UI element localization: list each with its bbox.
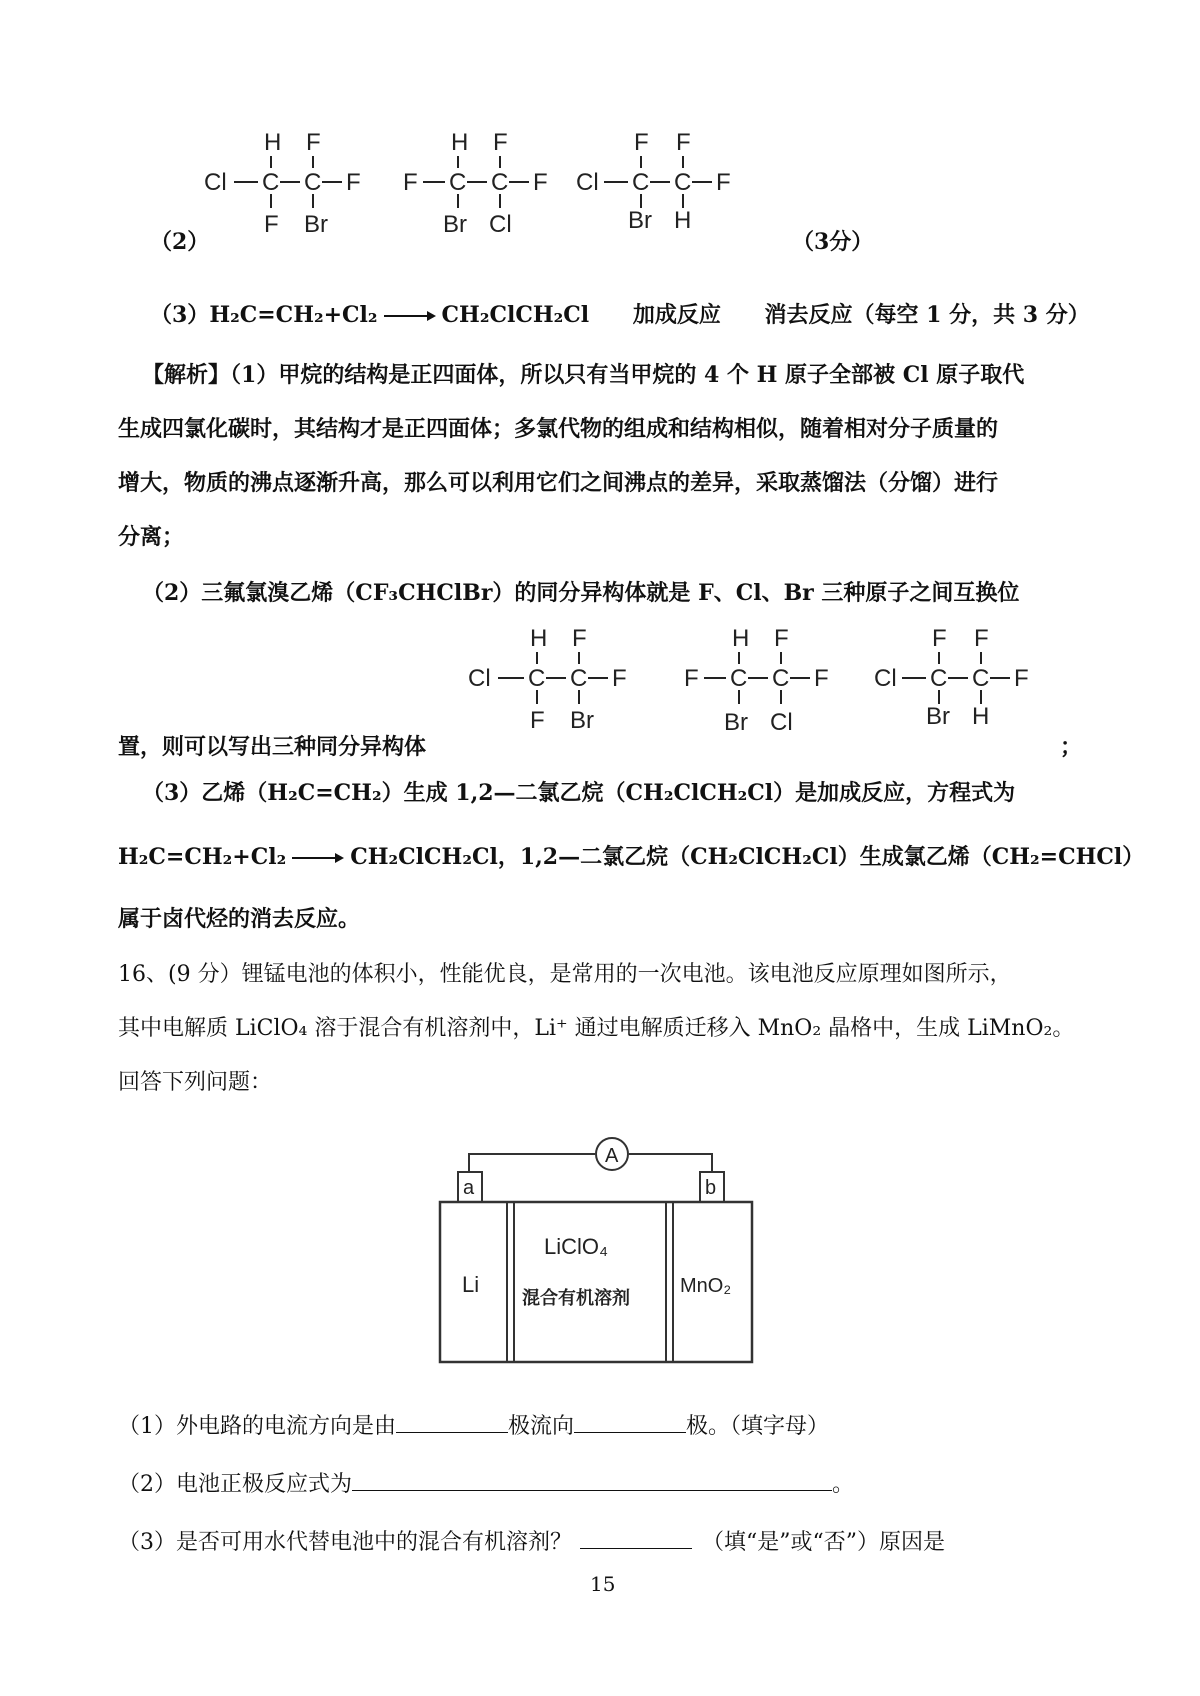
molecule-2 — [403, 129, 548, 238]
arrow-icon — [292, 853, 344, 863]
svg-text:F: F — [403, 169, 418, 196]
svg-text:F: F — [634, 129, 649, 156]
answer-molecules — [196, 128, 996, 248]
arrow-icon — [384, 311, 436, 321]
molecule-1 — [204, 129, 361, 238]
svg-text:F: F — [676, 129, 691, 156]
analysis-line-3: 增大，物质的沸点逐渐升高，那么可以利用它们之间沸点的差异，采取蒸馏法（分馏）进行 — [118, 470, 999, 496]
analysis-molecules — [462, 624, 1062, 748]
svg-text:F: F — [530, 707, 545, 734]
molecule-a3 — [874, 625, 1029, 730]
analysis-p2-line2: 置，则可以写出三种同分异构体 — [118, 734, 427, 760]
answer2-score: （3分） — [792, 229, 874, 255]
molecule-3 — [576, 129, 731, 234]
svg-text:C: C — [772, 665, 790, 692]
svg-text:Br: Br — [926, 703, 950, 730]
svg-text:F: F — [774, 625, 789, 652]
mol1-bot2: Br — [304, 211, 328, 238]
svg-text:Br: Br — [628, 207, 652, 234]
svg-text:Cl: Cl — [489, 211, 512, 238]
mol1-top1: H — [264, 129, 282, 156]
svg-text:Br: Br — [443, 211, 467, 238]
electrolyte-label: LiClO₄ — [544, 1234, 608, 1259]
svg-text:H: H — [674, 207, 692, 234]
answer2-label: （2） — [150, 229, 210, 255]
mol1-right: F — [346, 169, 361, 196]
q16-line2: 其中电解质 LiClO₄ 溶于混合有机溶剂中，Li⁺ 通过电解质迁移入 MnO₂ 晶格中，生成 LiMnO₂。 — [118, 1016, 1075, 1041]
analysis-p2-line1: （2）三氟氯溴乙烯（CF₃CHClBr）的同分异构体就是 F、Cl、Br 三种原子之间互换位 — [142, 580, 1020, 606]
molecule-a1 — [468, 625, 627, 734]
q16-sub3: （3）是否可用水代替电池中的混合有机溶剂？ （填“是”或“否”）原因是 — [118, 1526, 945, 1558]
q16-sub2: （2）电池正极反应式为 。 — [118, 1468, 854, 1500]
svg-text:C: C — [930, 665, 948, 692]
svg-text:C: C — [528, 665, 546, 692]
blank-from[interactable] — [396, 1410, 508, 1433]
svg-text:Br: Br — [570, 707, 594, 734]
analysis-p3-line3: 属于卤代烃的消去反应。 — [118, 906, 361, 932]
analysis-p2-end: ； — [1060, 734, 1083, 760]
analysis-line-1: 【解析】（1）甲烷的结构是正四面体，所以只有当甲烷的 4 个 H 原子全部被 Cl 原子取代 — [142, 362, 1025, 388]
svg-text:F: F — [533, 169, 548, 196]
svg-text:H: H — [530, 625, 548, 652]
svg-text:F: F — [814, 665, 829, 692]
solvent-label: 混合有机溶剂 — [522, 1288, 630, 1308]
analysis-line-4: 分离； — [118, 524, 185, 550]
svg-text:H: H — [732, 625, 750, 652]
svg-text:F: F — [612, 665, 627, 692]
svg-text:C: C — [730, 665, 748, 692]
svg-text:F: F — [974, 625, 989, 652]
svg-text:Cl: Cl — [874, 665, 897, 692]
svg-text:F: F — [1014, 665, 1029, 692]
svg-text:Br: Br — [724, 709, 748, 736]
cathode-label: MnO₂ — [680, 1275, 732, 1297]
svg-text:F: F — [572, 625, 587, 652]
analysis-line-2: 生成四氯化碳时，其结构才是正四面体；多氯代物的组成和结构相似，随着相对分子质量的 — [118, 416, 999, 442]
blank-to[interactable] — [574, 1410, 686, 1433]
blank-positive-reaction[interactable] — [352, 1468, 832, 1491]
svg-text:H: H — [972, 703, 990, 730]
svg-text:F: F — [684, 665, 699, 692]
mol1-bot1: F — [264, 211, 279, 238]
svg-text:C: C — [972, 665, 990, 692]
svg-text:C: C — [491, 169, 509, 196]
q16-sub1: （1）外电路的电流方向是由 极流向 极。（填字母） — [118, 1410, 829, 1442]
answer3-line: （3）H₂C=CH₂+Cl₂ CH₂ClCH₂Cl 加成反应 消去反应（每空 1 分，共 3 分） — [150, 302, 1090, 328]
svg-text:Cl: Cl — [576, 169, 599, 196]
terminal-a-label: a — [463, 1177, 475, 1199]
svg-text:Cl: Cl — [468, 665, 491, 692]
svg-text:C: C — [449, 169, 467, 196]
anode-label: Li — [462, 1272, 480, 1297]
svg-text:F: F — [493, 129, 508, 156]
svg-text:F: F — [932, 625, 947, 652]
ammeter-label: A — [605, 1145, 619, 1167]
svg-text:C: C — [570, 665, 588, 692]
svg-text:C: C — [632, 169, 650, 196]
mol1-left: Cl — [204, 169, 227, 196]
blank-yes-no[interactable] — [580, 1526, 692, 1549]
q16-line3: 回答下列问题： — [118, 1070, 273, 1095]
svg-text:F: F — [716, 169, 731, 196]
battery-diagram — [410, 1120, 770, 1370]
analysis-p3-line2: H₂C=CH₂+Cl₂ CH₂ClCH₂Cl，1,2—二氯乙烷（CH₂ClCH₂Cl）生成氯乙烯（CH₂=CHCl） — [118, 844, 1145, 870]
page-number: 15 — [590, 1572, 616, 1596]
svg-text:C: C — [262, 169, 280, 196]
svg-text:C: C — [674, 169, 692, 196]
terminal-b-label: b — [705, 1177, 717, 1199]
q16-line1: 16、(9 分）锂锰电池的体积小，性能优良，是常用的一次电池。该电池反应原理如图所示， — [118, 962, 1012, 987]
molecule-a2 — [684, 625, 829, 736]
svg-text:C: C — [304, 169, 322, 196]
mol1-top2: F — [306, 129, 321, 156]
svg-text:H: H — [451, 129, 469, 156]
svg-text:Cl: Cl — [770, 709, 793, 736]
analysis-p3-line1: （3）乙烯（H₂C=CH₂）生成 1,2—二氯乙烷（CH₂ClCH₂Cl）是加成反应，方程式为 — [142, 780, 1016, 806]
